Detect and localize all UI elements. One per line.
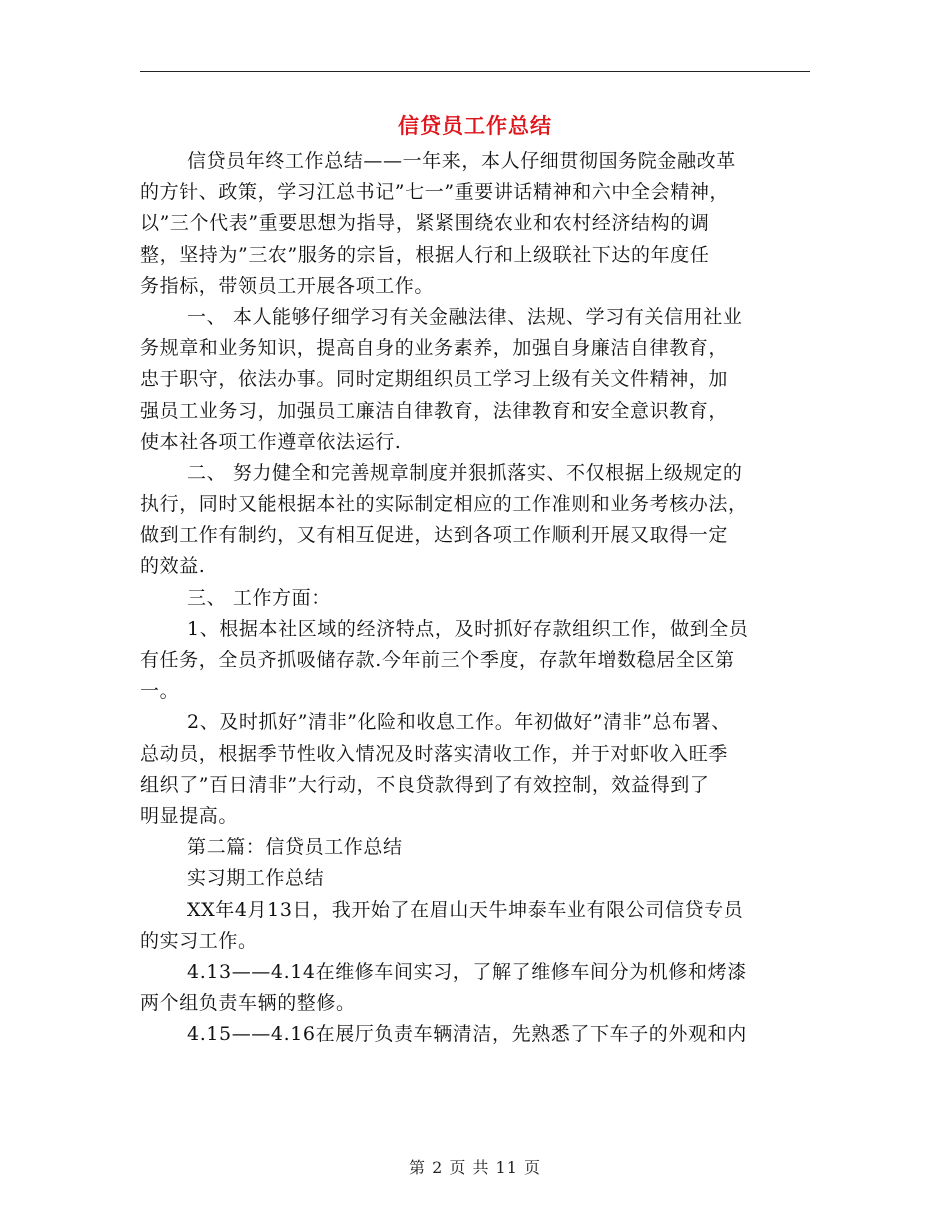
page-footer: 第 2 页 共 11 页 [409,1158,541,1177]
text-line: 务规章和业务知识，提高自身的业务素养，加强自身廉洁自律教育， [140,337,729,360]
text-line: 有任务，全员齐抓吸储存款.今年前三个季度，存款年增数稳居全区第 [140,649,735,671]
document-body [140,146,812,1050]
text-line: 做到工作有制约，又有相互促进，达到各项工作顺利开展又取得一定 [140,524,729,547]
text-line: 一、 本人能够仔细学习有关金融法律、法规、学习有关信用社业 [187,305,743,328]
text-line: 第二篇：信贷员工作总结 [187,836,403,859]
text-line: 二、 努力健全和完善规章制度并狠抓落实、不仅根据上级规定的 [187,461,743,484]
text-line: 强员工业务习，加强员工廉洁自律教育，法律教育和安全意识教育， [140,399,729,422]
text-line: 信贷员年终工作总结——一年来，本人仔细贯彻国务院金融改革 [187,150,736,172]
text-line: 2、及时抓好”清非”化险和收息工作。年初做好”清非”总布署、 [187,711,731,734]
text-line: 整，坚持为”三农”服务的宗旨，根据人行和上级联社下达的年度任 [140,243,710,266]
text-line: 1、根据本社区域的经济特点，及时抓好存款组织工作，做到全员 [187,617,749,640]
text-line: XX年4月13日，我开始了在眉山天牛坤泰车业有限公司信贷专员 [187,898,744,921]
text-line: 4.15——4.16在展厅负责车辆清洁，先熟悉了下车子的外观和内 [187,1023,747,1046]
text-line: 的效益. [140,555,206,578]
text-line: 两个组负责车辆的整修。 [140,992,356,1015]
text-line: 的方针、政策，学习江总书记”七一”重要讲话精神和六中全会精神， [140,181,730,204]
text-line: 的实习工作。 [140,929,258,952]
text-line: 执行，同时又能根据本社的实际制定相应的工作准则和业务考核办法， [140,493,748,516]
header-rule [140,71,810,72]
text-line: 忠于职守，依法办事。同时定期组织员工学习上级有关文件精神，加 [140,368,729,391]
text-line: 使本社各项工作遵章依法运行. [140,430,402,453]
text-line: 以”三个代表”重要思想为指导，紧紧围绕农业和农村经济结构的调 [140,212,710,235]
text-line: 实习期工作总结 [187,867,325,890]
text-line: 三、 工作方面： [187,586,331,609]
text-line: 务指标，带领员工开展各项工作。 [140,274,435,297]
text-line: 总动员，根据季节性收入情况及时落实清收工作，并于对虾收入旺季 [140,742,729,765]
text-line: 明显提高。 [140,804,239,827]
text-line: 组织了”百日清非”大行动，不良贷款得到了有效控制，效益得到了 [140,773,710,796]
text-line: 一。 [140,680,180,703]
text-line: 4.13——4.14在维修车间实习，了解了维修车间分为机修和烤漆 [187,960,747,983]
document-title: 信贷员工作总结 [398,114,552,138]
